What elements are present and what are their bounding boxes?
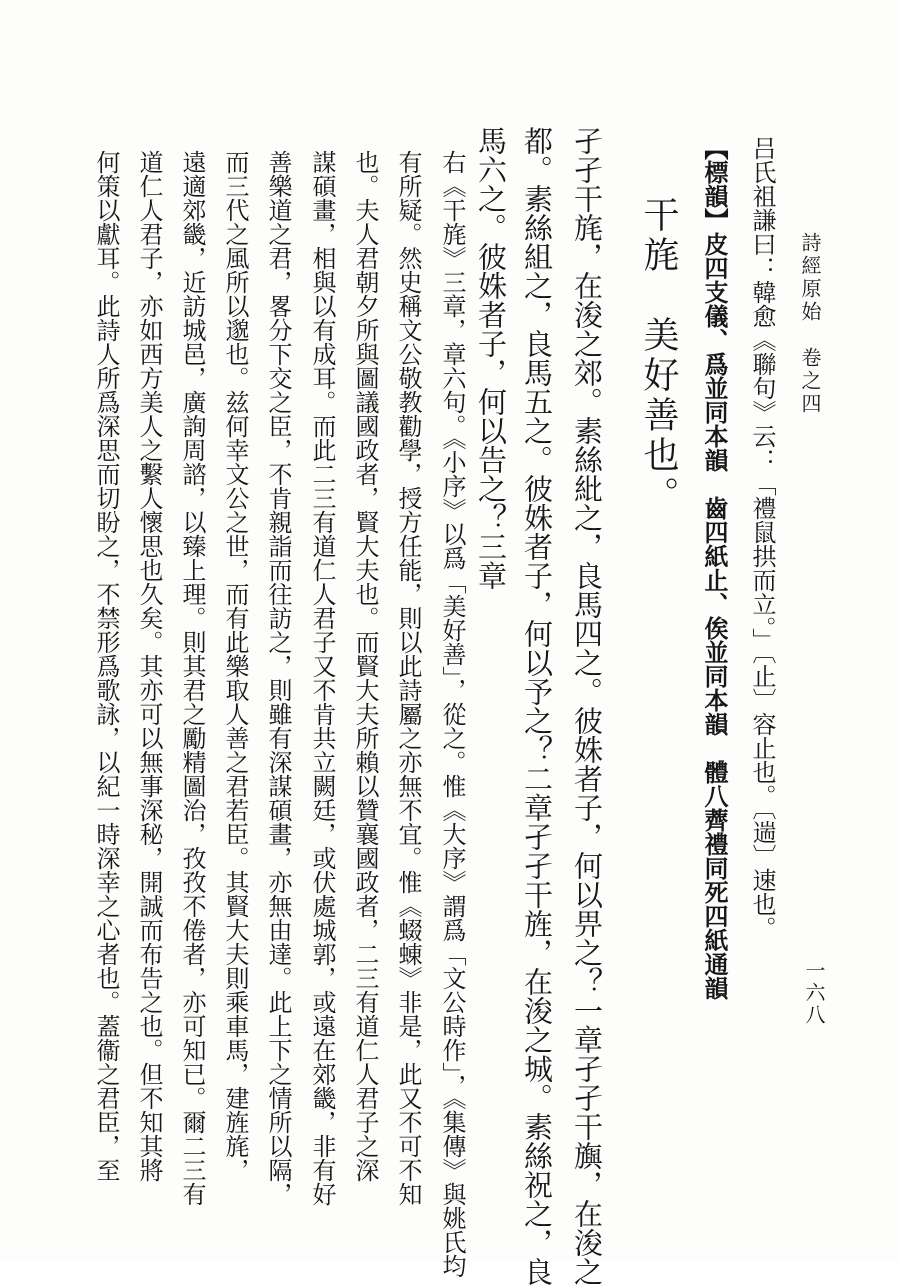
page-number: 一六八 — [802, 960, 826, 1026]
poem-title: 干旄 美好善也。 — [638, 196, 679, 516]
note-line-lu: 吕氏祖謙曰：韓愈《聯句》云：「禮鼠拱而立。」〔止〕容止也。〔遄〕速也。 — [748, 136, 776, 940]
commentary-line-5: 善樂道之君，畧分下交之臣，不肯親詣而往訪之，則雖有深謀碩畫，亦無由達。此上下之情所以隔， — [264, 150, 292, 1206]
commentary-line-6: 而三代之風所以邈也。兹何幸文公之世，而有此樂取人善之君若臣。其賢大夫則乘車馬，建旌旄， — [221, 150, 249, 1182]
commentary-line-9: 何策以獻耳。此詩人所爲深思而切盼之，不禁形爲歌詠，以紀一時深幸之心者也。蓋衞之君臣，至 — [92, 150, 120, 1182]
commentary-line-7: 遠適郊畿，近訪城邑，廣詢周諮，以臻上理。則其君之勵精圖治，孜孜不倦者，亦可知已。爾二三有 — [178, 150, 206, 1206]
commentary-line-8: 道仁人君子，亦如西方美人之繫人懷思也久矣。其亦可以無事深秘，開誠而布告之也。但不知其將 — [135, 150, 163, 1182]
commentary-line-1: 右《干旄》三章，章六句。《小序》以爲「美好善」，從之。惟《大序》謂爲「文公時作」，《集傳》與姚氏均 — [438, 150, 466, 1278]
commentary-line-4: 謀碩畫，相與以有成耳。而此二三有道仁人君子又不肯共立闕廷，或伏處城郭，或遠在郊畿，非有好 — [308, 150, 336, 1206]
commentary-line-2: 有所疑。然史稱文公敬教勸學，授方任能，則以此詩屬之亦無不宜。惟《蝃蝀》非是，此又不可不知 — [394, 150, 422, 1206]
rhyme-note-line: 【標韻】皮四支儀、爲並同本韻 齒四紙止、俟並同本韻 體八薺禮同死四紙通韻 — [700, 136, 729, 1000]
running-header: 詩經原始 卷之四 — [798, 232, 822, 416]
commentary-line-3: 也。夫人君朝夕所與圖議國政者，賢大夫也。而賢大夫所賴以贊襄國政者，二三有道仁人君子之深 — [351, 150, 379, 1182]
poem-line-2: 都。素絲組之，良馬五之。彼姝者子，何以予之？二章孑孑干旌，在浚之城。素絲祝之，良 — [520, 126, 554, 1286]
poem-line-3: 馬六之。彼姝者子，何以告之？三章 — [474, 126, 508, 590]
poem-line-1: 孑孑干旄，在浚之郊。素絲紕之，良馬四之。彼姝者子，何以畀之？一章孑孑干旟，在浚之 — [570, 126, 604, 1286]
